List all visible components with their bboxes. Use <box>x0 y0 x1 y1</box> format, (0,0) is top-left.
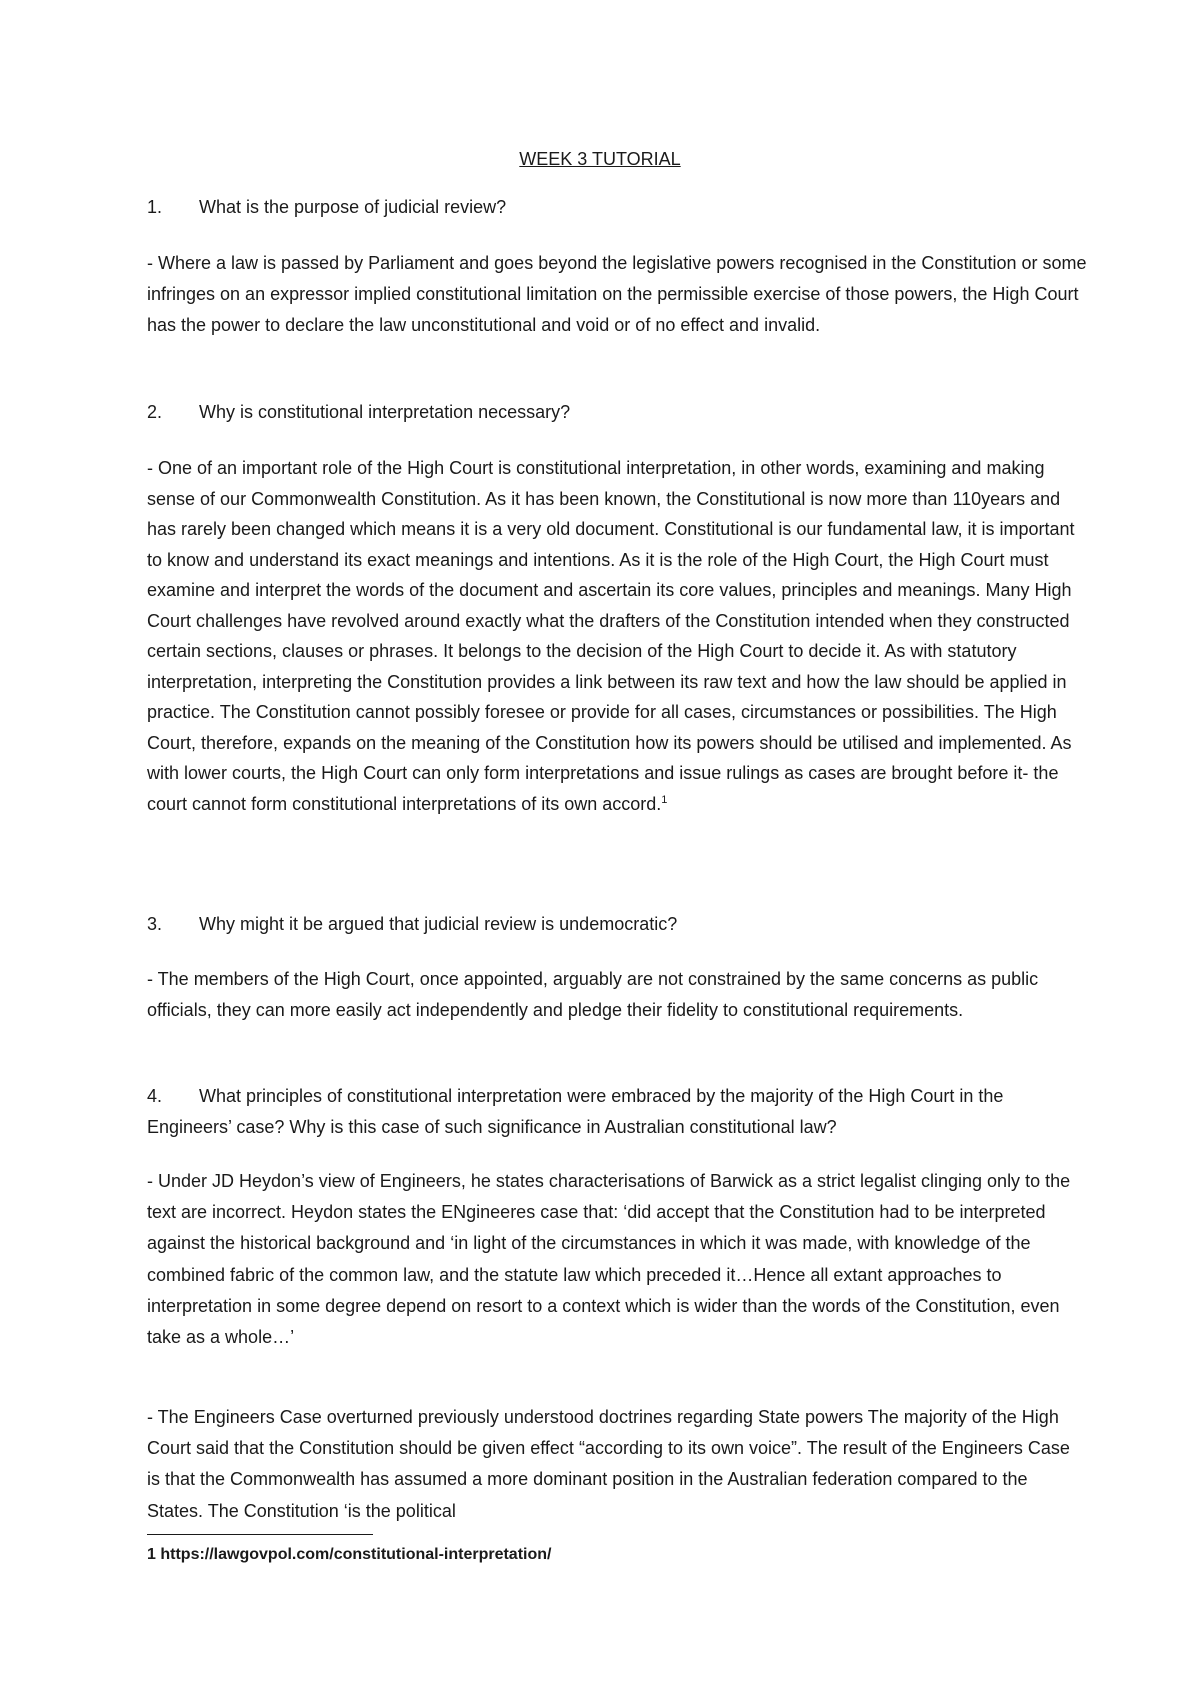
footnote-reference[interactable]: 1 <box>661 793 668 806</box>
question-text: What is the purpose of judicial review? <box>199 197 507 217</box>
question-text: Why is constitutional interpretation necessary? <box>199 402 571 422</box>
answer-3: - The members of the High Court, once appointed, arguably are not constrained by the same concerns as public officials, they can more easily act independently and pledge their fidelity to constitutional requirements. <box>147 969 1039 1021</box>
answer-1: - Where a law is passed by Parliament and goes beyond the legislative powers recognised in the Constitution or some infringes on an expressor implied constitutional limitation on the permissible exercise of those powers, the High Court has the power to declare the law unconstitutional and void or of no effect and invalid. <box>147 253 1087 336</box>
document-title: WEEK 3 TUTORIAL <box>519 149 681 169</box>
footnote-divider <box>147 1534 373 1535</box>
question-1 <box>147 192 1087 222</box>
footnote-number: 1 <box>147 1546 156 1563</box>
question-4 <box>147 1081 1087 1142</box>
question-text: Why might it be argued that judicial review is undemocratic? <box>199 914 678 934</box>
answer-4b: - The Engineers Case overturned previously understood doctrines regarding State powers The majority of the High Court said that the Constitution should be given effect “according to its own voice”. The result of the Engineers Case is that the Commonwealth has assumed a more dominant position in the Australian federation compared to the States. The Constitution ‘is the political <box>147 1407 1070 1521</box>
question-2 <box>147 397 1087 427</box>
question-3 <box>147 909 1087 939</box>
question-number: 3. <box>147 914 163 934</box>
question-number: 4. <box>147 1086 163 1106</box>
footnote <box>147 1545 551 1565</box>
answer-4a: - Under JD Heydon’s view of Engineers, he states characterisations of Barwick as a strict legalist clinging only to the text are incorrect. Heydon states the ENgineeres case that: ‘did accept that the Constitution had to be interpreted against the historical background and ‘in light of the circumstances in which it was made, with knowledge of the combined fabric of the common law, and the statute law which preceded it…Hence all extant approaches to interpretation in some degree depend on resort to a context which is wider than the words of the Constitution, even take as a whole…’ <box>147 1171 1071 1348</box>
answer-2 <box>147 453 1087 819</box>
question-number: 1. <box>147 197 163 217</box>
footnote-link[interactable]: https://lawgovpol.com/constitutional-interpretation/ <box>160 1546 552 1563</box>
question-number: 2. <box>147 402 163 422</box>
question-text: What principles of constitutional interpretation were embraced by the majority of the High Court in the Engineers’ case? Why is this case of such significance in Australian constitutional law? <box>147 1086 1004 1137</box>
answer-2-text: - One of an important role of the High Court is constitutional interpretation, in other words, examining and making sense of our Commonwealth Constitution. As it has been known, the Constitutional is now more than 110years and has rarely been changed which means it is a very old document. Constitutional is our fundamental law, it is important to know and understand its exact meanings and intentions. As it is the role of the High Court, the High Court must examine and interpret the words of the document and ascertain its core values, principles and meanings. Many High Court challenges have revolved around exactly what the drafters of the Constitution intended when they constructed certain sections, clauses or phrases. It belongs to the decision of the High Court to decide it. As with statutory interpretation, interpreting the Constitution provides a link between its raw text and how the law should be applied in practice. The Constitution cannot possibly foresee or provide for all cases, circumstances or possibilities. The High Court, therefore, expands on the meaning of the Constitution how its powers should be utilised and implemented. As with lower courts, the High Court can only form interpretations and issue rulings as cases are brought before it- the court cannot form constitutional interpretations of its own accord. <box>147 458 1075 814</box>
